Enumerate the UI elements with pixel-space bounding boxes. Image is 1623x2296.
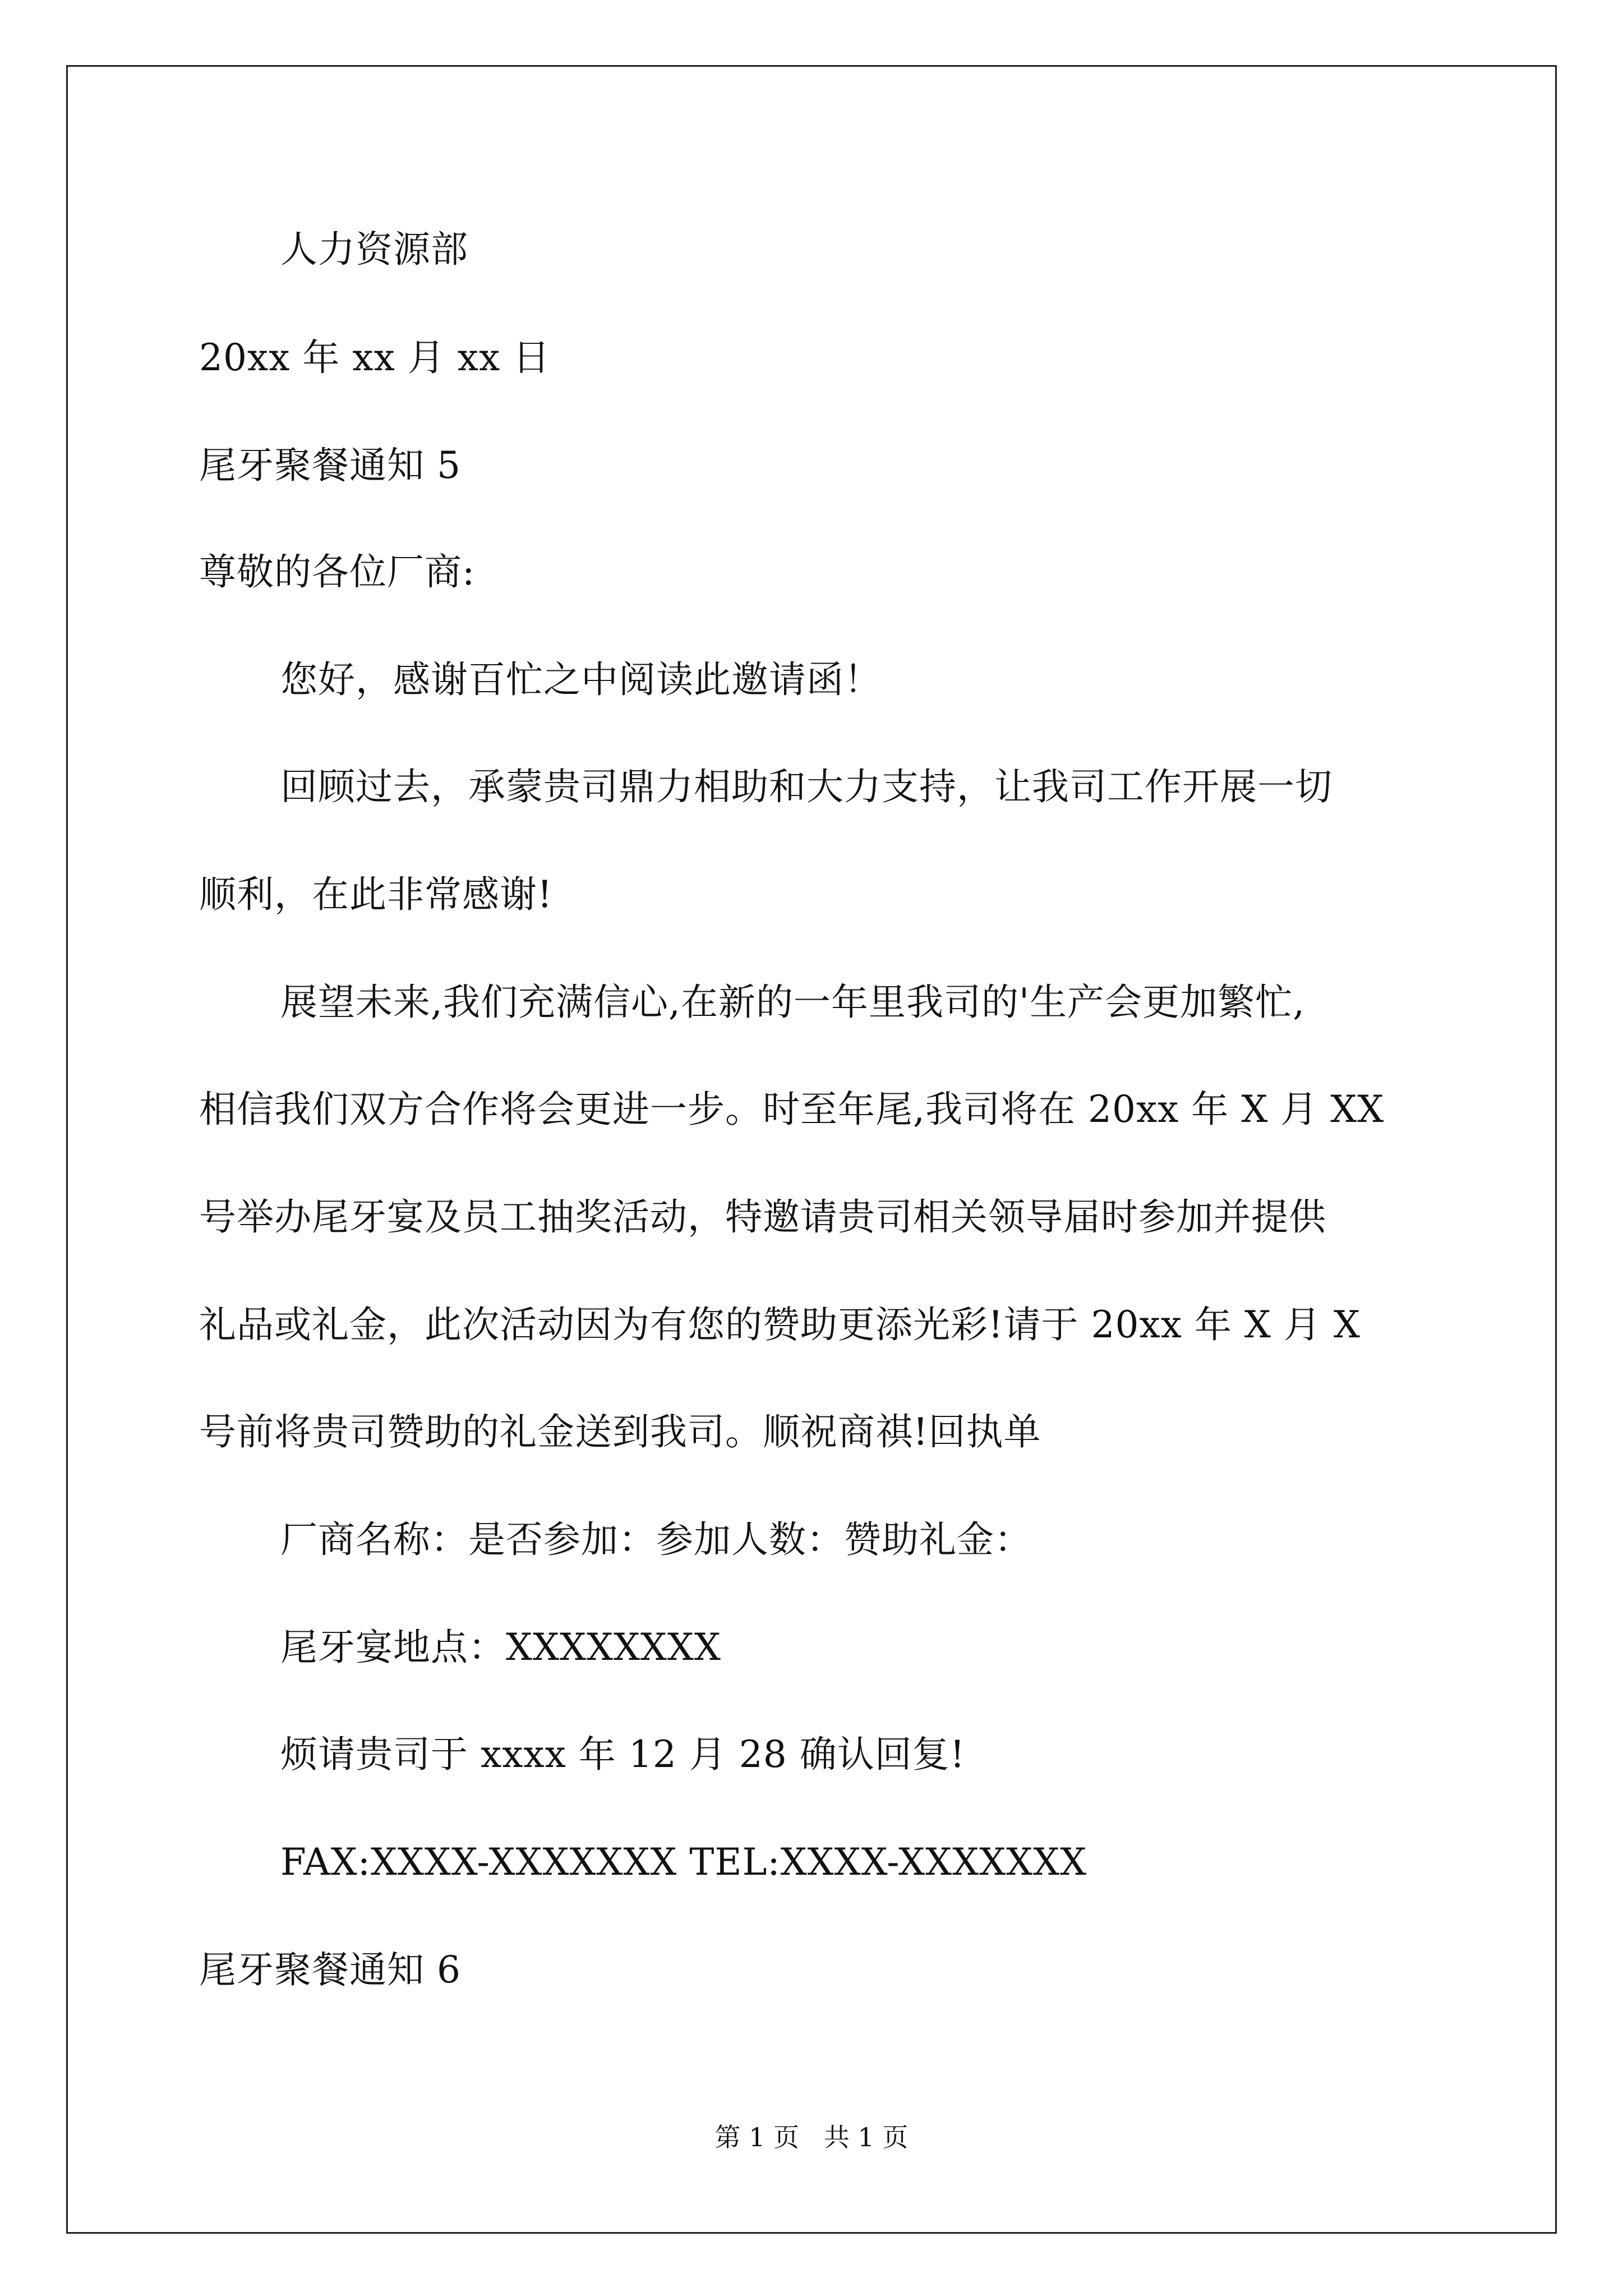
greeting-paragraph: 您好，感谢百忙之中阅读此邀请函！	[280, 658, 882, 701]
notice-title-5: 尾牙聚餐通知 5	[199, 444, 461, 487]
body-paragraph-line: 相信我们双方合作将会更进一步。时至年尾,我司将在 20xx 年 X 月 XX	[199, 1088, 1385, 1131]
department-line: 人力资源部	[280, 228, 468, 271]
reply-form-fields: 厂商名称：是否参加：参加人数：赞助礼金：	[280, 1518, 1032, 1561]
confirm-deadline-line: 烦请贵司于 xxxx 年 12 月 28 确认回复!	[280, 1733, 966, 1776]
body-paragraph-line: 回顾过去，承蒙贵司鼎力相助和大力支持，让我司工作开展一切	[280, 765, 1332, 808]
page-footer: 第 1 页 共 1 页	[714, 2122, 909, 2152]
body-paragraph-line: 号前将贵司赞助的礼金送到我司。顺祝商祺!回执单	[199, 1410, 1041, 1453]
notice-title-6: 尾牙聚餐通知 6	[199, 1948, 461, 1991]
contact-line: FAX:XXXX-XXXXXXX TEL:XXXX-XXXXXXX	[280, 1841, 1087, 1884]
date-line: 20xx 年 xx 月 xx 日	[199, 336, 551, 379]
body-paragraph-line: 礼品或礼金，此次活动因为有您的赞助更添光彩!请于 20xx 年 X 月 X	[199, 1303, 1361, 1346]
body-paragraph-line: 顺利，在此非常感谢!	[199, 873, 553, 916]
salutation: 尊敬的各位厂商:	[199, 550, 476, 593]
body-paragraph-line: 展望未来,我们充满信心,在新的一年里我司的'生产会更加繁忙,	[280, 981, 1306, 1024]
body-paragraph-line: 号举办尾牙宴及员工抽奖活动，特邀请贵司相关领导届时参加并提供	[199, 1195, 1326, 1239]
page-border	[66, 65, 1557, 2234]
venue-line: 尾牙宴地点：XXXXXXXX	[280, 1626, 721, 1669]
